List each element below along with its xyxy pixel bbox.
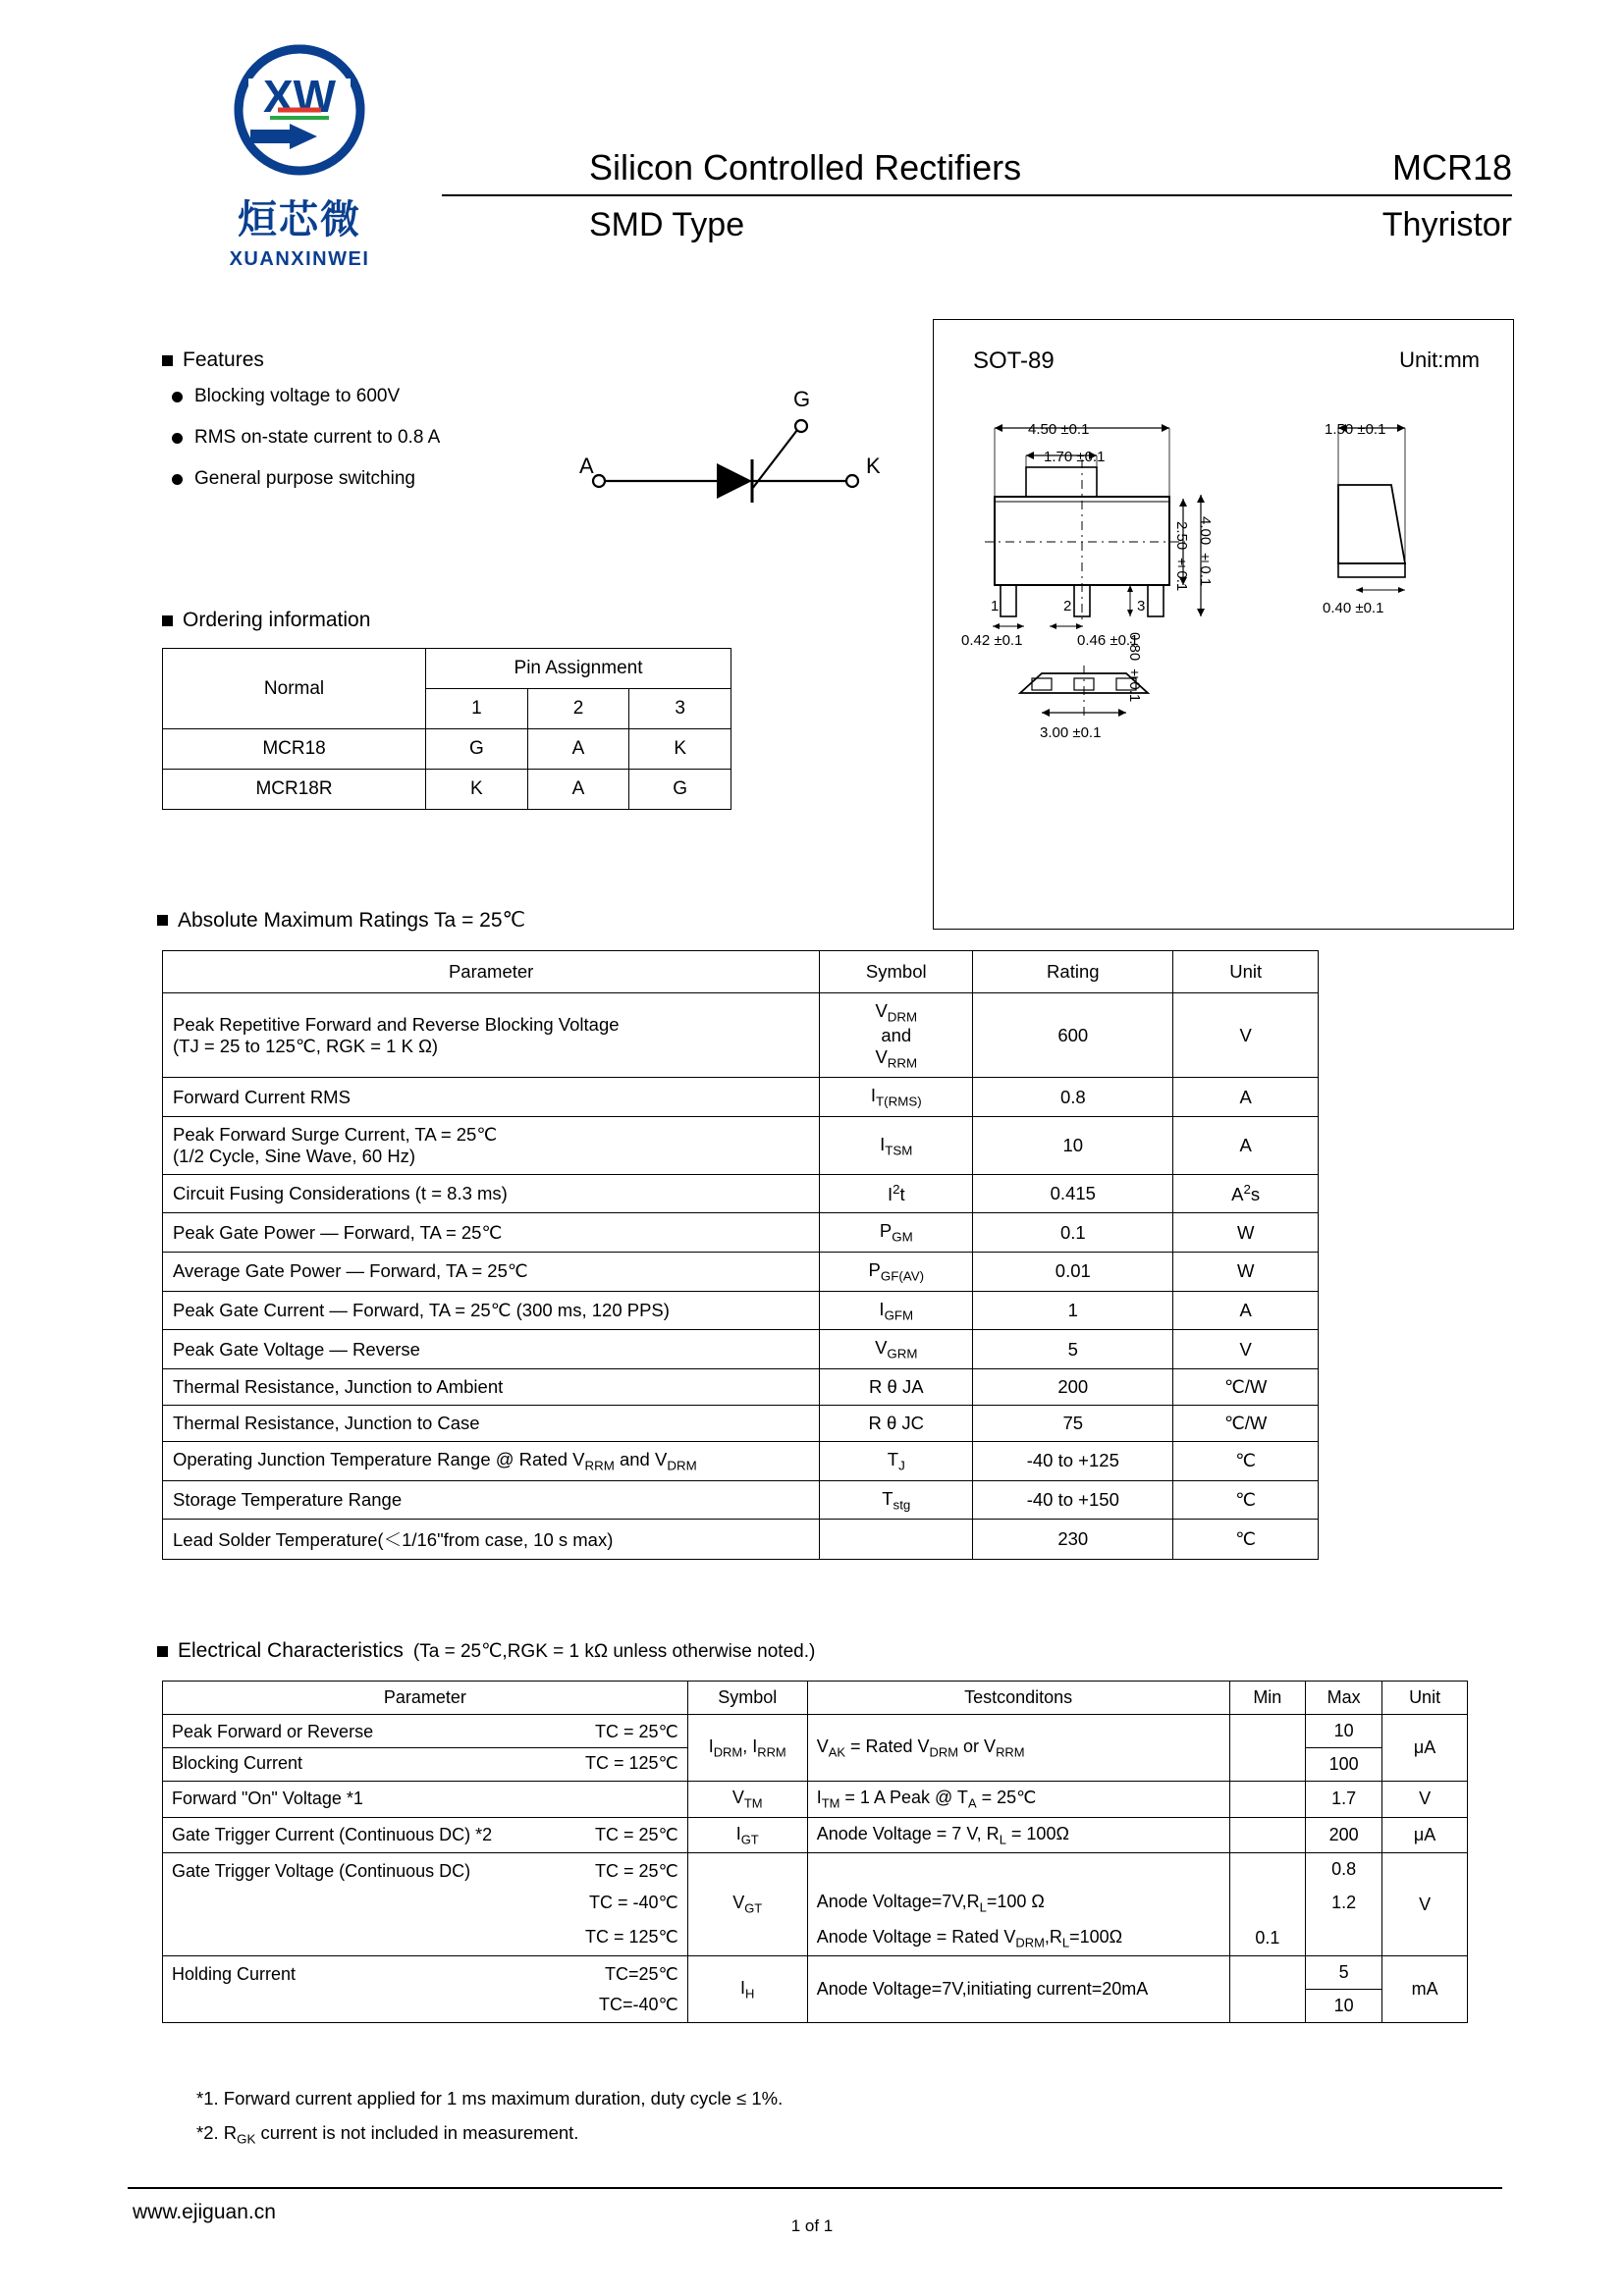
dim-pin2-width: 0.46 ±0.1 [1077, 632, 1139, 649]
elec-min [1229, 1956, 1306, 2023]
schematic-label-anode: A [579, 454, 594, 478]
elec-symbol: $V_{TM}$ [687, 1782, 807, 1818]
ordering-pin-value: A [527, 770, 629, 810]
ratings-col-unit: Unit [1173, 951, 1319, 993]
ratings-symbol [820, 1520, 973, 1560]
elec-symbol: $I_{DRM}$, $I_{RRM}$ [687, 1715, 807, 1782]
elec-test-condition: Anode Voltage = Rated $V_{DRM},R_L=100\Omega$ [807, 1921, 1229, 1956]
part-number: MCR18 [1391, 147, 1512, 187]
ratings-symbol: $I^2t$ [820, 1175, 973, 1213]
ratings-parameter: Peak Gate Voltage — Reverse [163, 1330, 820, 1369]
footer-page-number: 1 of 1 [790, 2216, 834, 2235]
page-title: Silicon Controlled Rectifiers [589, 147, 1022, 187]
table-row [163, 1520, 1319, 1560]
elec-col-parameter: Parameter [163, 1682, 688, 1715]
elec-test-condition: $I_{TM} = 1$ A Peak @ $T_A$ = 25℃ [807, 1782, 1229, 1818]
ratings-symbol: $I_{T(RMS)}$ [820, 1078, 973, 1117]
ratings-parameter: Average Gate Power — Forward, TA = 25℃ [163, 1252, 820, 1291]
table-row [163, 993, 1319, 1078]
pin-number-1: 1 [991, 598, 1000, 614]
ratings-value: 230 [973, 1520, 1173, 1560]
table-row [163, 729, 731, 770]
features-section [162, 348, 633, 509]
elec-symbol: $V_{GT}$ [687, 1853, 807, 1956]
table-row [163, 1817, 1468, 1853]
header-divider [442, 194, 1512, 196]
electrical-heading-sub: (Ta = 25℃,RGK = 1 kΩ unless otherwise noted.) [412, 1640, 816, 1662]
ratings-symbol: $P_{GM}$ [820, 1213, 973, 1253]
scr-schematic-symbol [579, 383, 903, 520]
elec-max: 200 [1306, 1817, 1382, 1853]
ordering-table [162, 648, 731, 810]
electrical-heading [157, 1639, 815, 1663]
list-item: RMS on-state current to 0.8 A [162, 427, 633, 449]
elec-max [1306, 1921, 1382, 1956]
ordering-pin-number: 3 [629, 689, 731, 729]
package-unit-label: Unit:mm [1399, 347, 1480, 372]
ratings-value: 0.8 [973, 1078, 1173, 1117]
table-row [163, 1441, 1319, 1480]
elec-min: 0.1 [1229, 1921, 1306, 1956]
footnote-1: *1. Forward current applied for 1 ms maximum duration, duty cycle ≤ 1%. [196, 2088, 784, 2109]
page-header [118, 29, 1512, 285]
table-row [163, 1886, 1468, 1921]
logo-chinese-name: 烜芯微 [238, 197, 361, 242]
ratings-value: 0.1 [973, 1213, 1173, 1253]
elec-test-condition: Anode Voltage = 7 V, $R_L = 100\Omega$ [807, 1817, 1229, 1853]
ratings-unit: ℃/W [1173, 1405, 1319, 1441]
table-row [163, 1117, 1319, 1175]
features-list [162, 386, 633, 490]
ordering-pin-value: G [629, 770, 731, 810]
dim-side-width: 1.50 ±0.1 [1325, 421, 1386, 438]
company-logo [177, 39, 422, 275]
ratings-value: -40 to +125 [973, 1441, 1173, 1480]
pin-number-2: 2 [1063, 598, 1072, 614]
ordering-pin-number: 2 [527, 689, 629, 729]
electrical-heading-main: Electrical Characteristics [178, 1639, 404, 1662]
table-row [163, 1956, 1468, 1990]
ratings-symbol: $V_{DRM}$ and $V_{RRM}$ [820, 993, 973, 1078]
dim-bottom-width: 3.00 ±0.1 [1040, 724, 1102, 741]
elec-parameter: Peak Forward or Reverse [172, 1722, 374, 1741]
ratings-parameter-line2: (TJ = 25 to 125℃, RGK = 1 K Ω) [173, 1035, 439, 1056]
dim-body-height-inner: 2.50 ±0.1 [1173, 521, 1190, 592]
ratings-value: 1 [973, 1291, 1173, 1330]
ratings-unit: V [1173, 993, 1319, 1078]
ratings-value: 75 [973, 1405, 1173, 1441]
table-row [163, 1078, 1319, 1117]
ordering-col-pin-assignment: Pin Assignment [426, 649, 731, 689]
ratings-parameter: Thermal Resistance, Junction to Case [163, 1405, 820, 1441]
pin-number-3: 3 [1137, 598, 1146, 614]
elec-max: 10 [1306, 1990, 1382, 2023]
package-outline-drawing [933, 319, 1514, 930]
dim-pin1-width: 0.42 ±0.1 [961, 632, 1023, 649]
elec-parameter: Gate Trigger Current (Continuous DC) *2 [172, 1824, 493, 1844]
ratings-parameter: Operating Junction Temperature Range @ Rated $V_{RRM}$ and $V_{DRM}$ [163, 1441, 820, 1480]
table-row [163, 770, 731, 810]
ratings-parameter-line2: (1/2 Cycle, Sine Wave, 60 Hz) [173, 1146, 416, 1167]
ratings-symbol: $T_J$ [820, 1441, 973, 1480]
dim-top-width: 4.50 ±0.1 [1028, 421, 1090, 438]
ratings-symbol: $I_{GFM}$ [820, 1291, 973, 1330]
dim-body-height-outer: 4.00 ±0.1 [1197, 516, 1214, 587]
features-heading: Features [162, 348, 633, 372]
elec-max: 10 [1306, 1715, 1382, 1748]
dim-side-foot: 0.40 ±0.1 [1323, 600, 1384, 616]
elec-parameter: Blocking Current [172, 1753, 303, 1773]
table-row [163, 1368, 1319, 1405]
elec-symbol: $I_H$ [687, 1956, 807, 2023]
table-header-row [163, 951, 1319, 993]
package-name: SOT-89 [973, 347, 1055, 374]
ratings-symbol: R θ JC [820, 1405, 973, 1441]
ratings-symbol: $V_{GRM}$ [820, 1330, 973, 1369]
elec-min [1229, 1715, 1306, 1782]
elec-max: 0.8 [1306, 1853, 1382, 1887]
logo-mark-icon [221, 39, 378, 187]
ratings-parameter: Peak Repetitive Forward and Reverse Blocking Voltage [173, 1013, 620, 1035]
elec-parameter: Forward "On" Voltage *1 [163, 1782, 688, 1818]
elec-condition: TC = 125℃ [584, 1753, 678, 1773]
device-type: Thyristor [1381, 206, 1512, 243]
table-row [163, 1252, 1319, 1291]
schematic-label-cathode: K [866, 454, 881, 478]
elec-parameter: Gate Trigger Voltage (Continuous DC) [172, 1860, 471, 1881]
footnote-2: *2. $R_{GK}$ current is not included in measurement. [196, 2122, 579, 2147]
ordering-heading: Ordering information [162, 609, 731, 632]
elec-unit: mA [1382, 1956, 1468, 2023]
elec-col-max: Max [1306, 1682, 1382, 1715]
ratings-parameter: Storage Temperature Range [163, 1480, 820, 1520]
ordering-pin-value: G [426, 729, 528, 770]
dim-pin-thickness: 0.80 ±0.1 [1126, 632, 1143, 703]
ratings-unit: A [1173, 1117, 1319, 1175]
ordering-pin-value: K [629, 729, 731, 770]
ratings-value: 10 [973, 1117, 1173, 1175]
elec-test-condition: Anode $Voltage=7V,R_L=100$ Ω [807, 1886, 1229, 1921]
ratings-col-parameter: Parameter [163, 951, 820, 993]
table-row [163, 1480, 1319, 1520]
ratings-unit: ℃ [1173, 1520, 1319, 1560]
ratings-value: 0.415 [973, 1175, 1173, 1213]
ordering-col-normal: Normal [163, 649, 426, 729]
elec-test-condition: Anode Voltage=7V,initiating current=20mA [807, 1956, 1229, 2023]
ordering-pin-value: K [426, 770, 528, 810]
list-item: Blocking voltage to 600V [162, 386, 633, 407]
table-row [163, 1330, 1319, 1369]
ratings-value: 0.01 [973, 1252, 1173, 1291]
ratings-parameter: Circuit Fusing Considerations (t = 8.3 ms) [163, 1175, 820, 1213]
table-row [163, 1921, 1468, 1956]
list-item: General purpose switching [162, 468, 633, 490]
svg-text:XW: XW [262, 71, 337, 122]
ratings-unit: W [1173, 1252, 1319, 1291]
elec-min [1229, 1782, 1306, 1818]
elec-unit: μA [1382, 1817, 1468, 1853]
ratings-parameter: Thermal Resistance, Junction to Ambient [163, 1368, 820, 1405]
elec-test-condition: $V_{AK}$ = Rated $V_{DRM}$ or $V_{RRM}$ [807, 1715, 1229, 1782]
table-row [163, 1175, 1319, 1213]
logo-english-name: XUANXINWEI [229, 248, 370, 270]
ratings-value: -40 to +150 [973, 1480, 1173, 1520]
elec-min [1229, 1886, 1306, 1921]
ratings-heading: Absolute Maximum Ratings Ta = 25℃ [157, 908, 525, 933]
elec-unit: μA [1382, 1715, 1468, 1782]
ratings-parameter: Lead Solder Temperature(＜1/16"from case, 10 s max) [163, 1520, 820, 1560]
elec-condition: TC = 25℃ [594, 1860, 678, 1881]
elec-col-symbol: Symbol [687, 1682, 807, 1715]
elec-max: 1.2 [1306, 1886, 1382, 1921]
ratings-symbol: $I_{TSM}$ [820, 1117, 973, 1175]
ordering-pin-value: A [527, 729, 629, 770]
elec-condition: TC=-40℃ [598, 1994, 678, 2014]
table-row [163, 1291, 1319, 1330]
elec-max: 5 [1306, 1956, 1382, 1990]
table-row [163, 1405, 1319, 1441]
elec-max: 100 [1306, 1748, 1382, 1782]
ordering-part-name: MCR18R [163, 770, 426, 810]
ratings-unit: A [1173, 1291, 1319, 1330]
table-row [163, 1853, 1468, 1887]
elec-symbol: $I_{GT}$ [687, 1817, 807, 1853]
elec-condition: TC = 25℃ [594, 1722, 678, 1741]
schematic-label-gate: G [793, 387, 811, 411]
ordering-pin-number: 1 [426, 689, 528, 729]
ratings-value: 5 [973, 1330, 1173, 1369]
ordering-part-name: MCR18 [163, 729, 426, 770]
elec-condition: TC = 125℃ [584, 1926, 678, 1947]
ratings-symbol: $P_{GF(AV)}$ [820, 1252, 973, 1291]
elec-unit: V [1382, 1853, 1468, 1956]
ratings-value: 200 [973, 1368, 1173, 1405]
ratings-value: 600 [973, 993, 1173, 1078]
footer-website[interactable]: www.ejiguan.cn [133, 2201, 276, 2223]
elec-unit: V [1382, 1782, 1468, 1818]
elec-col-min: Min [1229, 1682, 1306, 1715]
dim-tab-width: 1.70 ±0.1 [1044, 449, 1106, 465]
footnotes [196, 2081, 783, 2152]
title-block [442, 147, 1512, 244]
ratings-unit: ℃ [1173, 1480, 1319, 1520]
absolute-maximum-ratings-table [162, 950, 1319, 1560]
ratings-parameter: Peak Gate Current — Forward, TA = 25℃ (300 ms, 120 PPS) [163, 1291, 820, 1330]
table-header-row [163, 1682, 1468, 1715]
footer-divider [128, 2187, 1502, 2189]
ratings-unit: ℃ [1173, 1441, 1319, 1480]
ratings-symbol: $T_{stg}$ [820, 1480, 973, 1520]
ratings-parameter: Forward Current RMS [163, 1078, 820, 1117]
ordering-section [162, 609, 731, 810]
elec-test-condition [807, 1853, 1229, 1887]
elec-condition: TC = -40℃ [588, 1893, 678, 1913]
table-row [163, 1213, 1319, 1253]
ratings-col-rating: Rating [973, 951, 1173, 993]
elec-max: 1.7 [1306, 1782, 1382, 1818]
page-subtitle: SMD Type [589, 206, 745, 243]
ratings-symbol: R θ JA [820, 1368, 973, 1405]
table-row [163, 1782, 1468, 1818]
electrical-characteristics-table [162, 1681, 1468, 2023]
elec-col-unit: Unit [1382, 1682, 1468, 1715]
ratings-parameter: Peak Gate Power — Forward, TA = 25℃ [163, 1213, 820, 1253]
elec-min [1229, 1853, 1306, 1887]
elec-col-testconditions: Testconditons [807, 1682, 1229, 1715]
elec-parameter: Holding Current [172, 1964, 297, 1985]
ratings-unit: V [1173, 1330, 1319, 1369]
ratings-parameter: Peak Forward Surge Current, TA = 25℃ [173, 1124, 498, 1146]
elec-condition: TC=25℃ [604, 1964, 678, 1985]
elec-condition: TC = 25℃ [594, 1824, 678, 1844]
ratings-unit: $A^2s$ [1173, 1175, 1319, 1213]
ratings-unit: A [1173, 1078, 1319, 1117]
ratings-col-symbol: Symbol [820, 951, 973, 993]
ratings-unit: W [1173, 1213, 1319, 1253]
elec-min [1229, 1817, 1306, 1853]
table-row [163, 1715, 1468, 1748]
ratings-unit: ℃/W [1173, 1368, 1319, 1405]
